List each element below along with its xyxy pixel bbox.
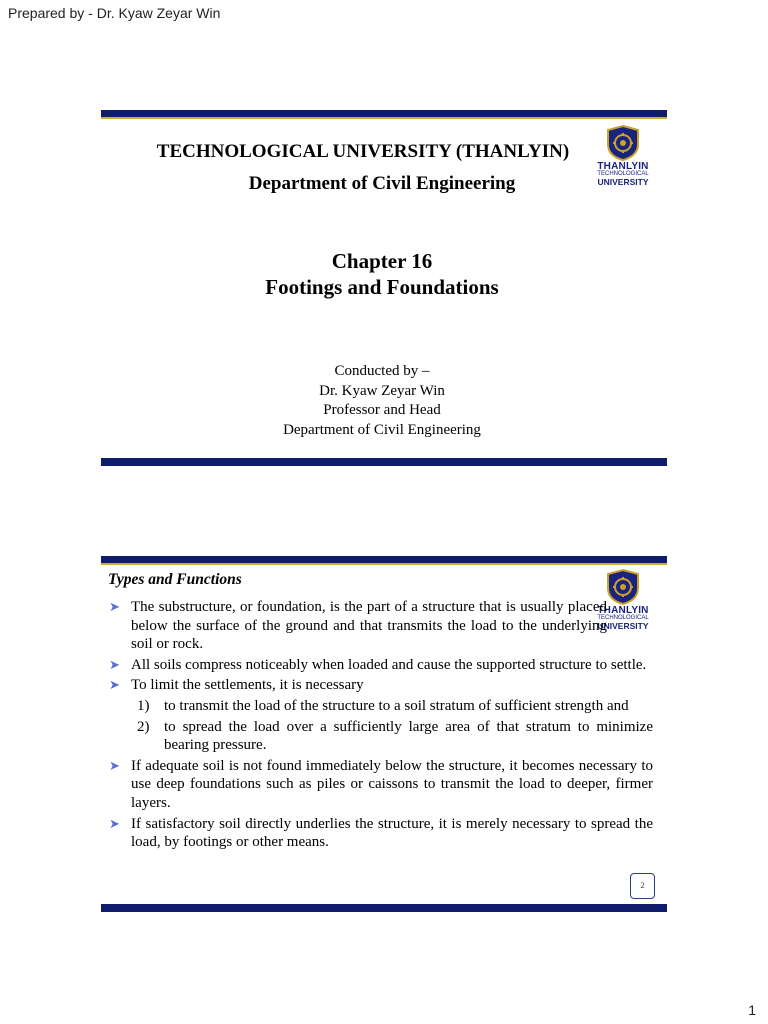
numbered-text: to transmit the load of the structure to a soil stratum of sufficient strength and [164,697,629,714]
chapter-title: Footings and Foundations [265,275,499,299]
credits-line: Dr. Kyaw Zeyar Win [319,382,445,399]
slide-top-bar [101,110,667,120]
logo-line3: UNIVERSITY [597,621,649,631]
bullet-item [107,656,653,675]
bullet-item [107,815,653,852]
numbered-index: 1) [137,697,150,714]
slide-top-bar [101,556,667,566]
top-bar-navy [101,110,667,117]
university-name: TECHNOLOGICAL UNIVERSITY (THANLYIN) [156,141,570,162]
credits-line: Conducted by – [334,363,430,379]
credits-line: Professor and Head [323,402,441,418]
logo-line1: THANLYIN [597,605,649,616]
numbered-item [107,697,653,716]
numbered-index: 2) [137,718,150,735]
arrow-bullet-icon: ➤ [109,677,120,693]
slide-bottom-bar [101,458,667,466]
bullet-item [107,676,653,695]
chapter-number: Chapter 16 [331,249,433,273]
logo-line1: THANLYIN [597,161,649,172]
bullet-text: All soils compress noticeably when loaded and cause the supported structure to settle. [131,656,647,673]
logo-line2: TECHNOLOGICAL [597,171,649,177]
credits-block [101,362,663,440]
arrow-bullet-icon: ➤ [109,757,120,773]
bullet-item [107,598,607,654]
credits-line: Department of Civil Engineering [283,421,481,438]
top-bar-gold [101,563,667,565]
logo-line2: TECHNOLOGICAL [597,615,649,621]
bullet-text: The substructure, or foundation, is the part of a structure that is usually placed below the surface of the ground and that transmits the load to the underlying soil or rock. [131,599,607,653]
page-number: 1 [748,1002,756,1018]
header-note: Prepared by - Dr. Kyaw Zeyar Win [8,5,221,21]
logo-line3: UNIVERSITY [597,177,649,187]
bullet-item [107,757,653,813]
bullet-text: To limit the settlements, it is necessary [131,677,364,694]
numbered-item [107,718,653,755]
bullet-text: If satisfactory soil directly underlies the structure, it is merely necessary to spread the load, by footings or other means. [131,815,653,851]
arrow-bullet-icon: ➤ [109,599,120,614]
slide-content [107,598,653,854]
section-title: Types and Functions [108,571,242,588]
top-bar-navy [101,556,667,563]
top-bar-gold [101,117,667,119]
slide-number-badge: 2 [630,873,655,899]
arrow-bullet-icon: ➤ [109,656,120,672]
slide-bottom-bar [101,904,667,912]
slide-types-and-functions [101,556,667,914]
slide-title [101,110,667,470]
numbered-text: to spread the load over a sufficiently large area of that stratum to minimize bearing pressure. [164,718,653,754]
department-name: Department of Civil Engineering [248,173,516,194]
arrow-bullet-icon: ➤ [109,815,120,831]
bullet-text: If adequate soil is not found immediately below the structure, it becomes necessary to use deep foundations such as piles or caissons to transmit the load to deeper, firmer layers. [131,757,653,811]
